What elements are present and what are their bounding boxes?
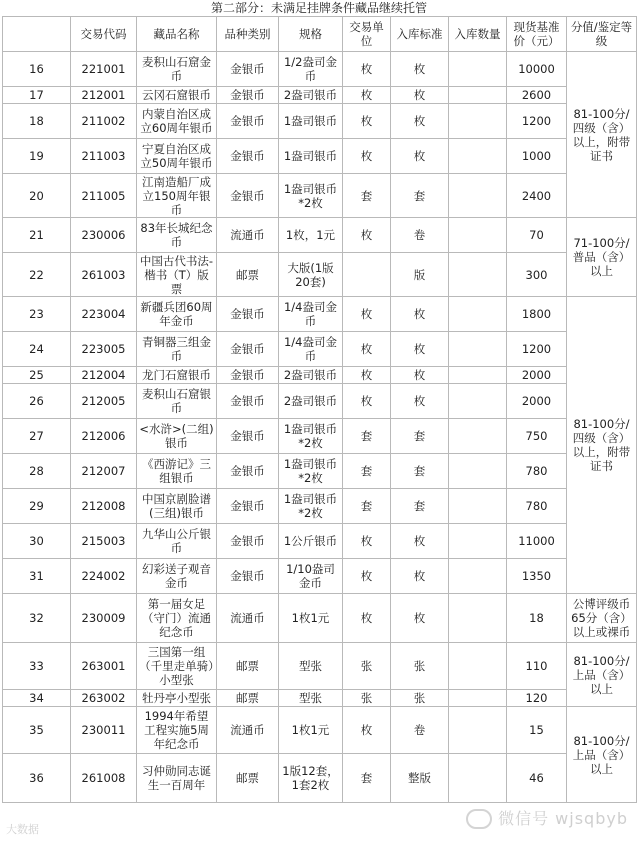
- row-number-cell: 30: [3, 524, 71, 559]
- storage-standard-cell: 枚: [391, 594, 449, 643]
- category-cell: 流通币: [217, 707, 279, 754]
- spec-cell: 1盎司银币*2枚: [279, 419, 343, 454]
- item-name-cell: 宁夏自治区成立50周年银币: [137, 139, 217, 174]
- storage-standard-cell: 套: [391, 489, 449, 524]
- row-number-cell: 33: [3, 643, 71, 690]
- storage-standard-cell: 卷: [391, 218, 449, 253]
- table-row: [3, 139, 637, 174]
- wechat-icon: [466, 809, 492, 829]
- trade-unit-cell: 套: [343, 454, 391, 489]
- trade-unit-cell: 枚: [343, 52, 391, 87]
- trade-code-cell: 224002: [71, 559, 137, 594]
- table-row: [3, 52, 637, 87]
- item-name-cell: 1994年希望工程实施5周年纪念币: [137, 707, 217, 754]
- category-cell: 金银币: [217, 384, 279, 419]
- table-row: [3, 707, 637, 754]
- storage-standard-cell: 枚: [391, 384, 449, 419]
- base-price-cell: 780: [507, 454, 567, 489]
- row-number-cell: 23: [3, 297, 71, 332]
- row-number-cell: 16: [3, 52, 71, 87]
- row-number-cell: 35: [3, 707, 71, 754]
- storage-quantity-cell: [449, 253, 507, 297]
- trade-code-cell: 212004: [71, 367, 137, 384]
- spec-cell: 1/4盎司金币: [279, 297, 343, 332]
- row-number-cell: 20: [3, 174, 71, 218]
- storage-quantity-cell: [449, 174, 507, 218]
- base-price-cell: 110: [507, 643, 567, 690]
- base-price-cell: 1000: [507, 139, 567, 174]
- base-price-cell: 1350: [507, 559, 567, 594]
- row-number-cell: 19: [3, 139, 71, 174]
- header-row: [3, 17, 637, 52]
- row-number-cell: 27: [3, 419, 71, 454]
- trade-unit-cell: 枚: [343, 707, 391, 754]
- spec-cell: 1公斤银币: [279, 524, 343, 559]
- category-cell: 金银币: [217, 419, 279, 454]
- base-price-cell: 1800: [507, 297, 567, 332]
- trade-unit-cell: 套: [343, 174, 391, 218]
- storage-standard-cell: 卷: [391, 707, 449, 754]
- trade-unit-cell: [343, 253, 391, 297]
- storage-quantity-cell: [449, 384, 507, 419]
- category-cell: 邮票: [217, 754, 279, 803]
- base-price-cell: 2000: [507, 367, 567, 384]
- storage-quantity-cell: [449, 559, 507, 594]
- trade-code-cell: 212008: [71, 489, 137, 524]
- table-row: [3, 332, 637, 367]
- row-number-cell: 28: [3, 454, 71, 489]
- storage-standard-cell: 枚: [391, 139, 449, 174]
- trade-unit-cell: 套: [343, 754, 391, 803]
- category-cell: 金银币: [217, 454, 279, 489]
- item-name-cell: 九华山公斤银币: [137, 524, 217, 559]
- item-name-cell: 云冈石窟银币: [137, 87, 217, 104]
- item-name-cell: 中国京剧脸谱(三组)银币: [137, 489, 217, 524]
- category-cell: 金银币: [217, 367, 279, 384]
- storage-quantity-cell: [449, 297, 507, 332]
- item-name-cell: 江南造船厂成立150周年银币: [137, 174, 217, 218]
- base-price-cell: 46: [507, 754, 567, 803]
- trade-unit-cell: 套: [343, 419, 391, 454]
- item-name-cell: 新疆兵团60周年金币: [137, 297, 217, 332]
- category-cell: 邮票: [217, 643, 279, 690]
- item-name-cell: 内蒙自治区成立60周年银币: [137, 104, 217, 139]
- storage-standard-cell: 张: [391, 690, 449, 707]
- col-header: 交易代码: [71, 17, 137, 52]
- storage-quantity-cell: [449, 218, 507, 253]
- storage-standard-cell: 套: [391, 454, 449, 489]
- category-cell: 金银币: [217, 559, 279, 594]
- table-row: [3, 419, 637, 454]
- table-row: [3, 104, 637, 139]
- category-cell: 金银币: [217, 87, 279, 104]
- row-number-cell: 31: [3, 559, 71, 594]
- trade-code-cell: 230009: [71, 594, 137, 643]
- storage-standard-cell: 套: [391, 419, 449, 454]
- trade-code-cell: 211005: [71, 174, 137, 218]
- table-row: [3, 297, 637, 332]
- trade-unit-cell: 套: [343, 489, 391, 524]
- trade-code-cell: 261003: [71, 253, 137, 297]
- col-header: 规格: [279, 17, 343, 52]
- col-header: 现货基准价（元）: [507, 17, 567, 52]
- col-header: 品种类别: [217, 17, 279, 52]
- item-name-cell: 83年长城纪念币: [137, 218, 217, 253]
- spec-cell: 1盎司银币: [279, 104, 343, 139]
- data-table: [2, 16, 637, 803]
- table-row: [3, 253, 637, 297]
- category-cell: 金银币: [217, 139, 279, 174]
- table-row: [3, 489, 637, 524]
- storage-standard-cell: 枚: [391, 87, 449, 104]
- trade-code-cell: 223005: [71, 332, 137, 367]
- base-price-cell: 750: [507, 419, 567, 454]
- category-cell: 金银币: [217, 297, 279, 332]
- storage-standard-cell: 张: [391, 643, 449, 690]
- spec-cell: 1枚，1元: [279, 218, 343, 253]
- row-number-cell: 17: [3, 87, 71, 104]
- row-number-cell: 25: [3, 367, 71, 384]
- base-price-cell: 1200: [507, 104, 567, 139]
- spec-cell: 2盎司银币: [279, 87, 343, 104]
- source-logo: 大数据: [6, 823, 39, 836]
- watermark-text: 微信号 wjsqbyb: [498, 808, 628, 828]
- item-name-cell: 中国古代书法-楷书（T）版票: [137, 253, 217, 297]
- trade-code-cell: 263001: [71, 643, 137, 690]
- trade-unit-cell: 枚: [343, 367, 391, 384]
- table-row: [3, 87, 637, 104]
- category-cell: 金银币: [217, 104, 279, 139]
- base-price-cell: 780: [507, 489, 567, 524]
- row-number-cell: 22: [3, 253, 71, 297]
- storage-quantity-cell: [449, 87, 507, 104]
- storage-standard-cell: 套: [391, 174, 449, 218]
- col-header: 交易单位: [343, 17, 391, 52]
- spec-cell: 2盎司银币: [279, 384, 343, 419]
- item-name-cell: <水浒>(二组)银币: [137, 419, 217, 454]
- category-cell: 邮票: [217, 690, 279, 707]
- storage-quantity-cell: [449, 754, 507, 803]
- table-row: [3, 218, 637, 253]
- trade-unit-cell: 枚: [343, 297, 391, 332]
- trade-code-cell: 212001: [71, 87, 137, 104]
- item-name-cell: 三国第一组（千里走单骑）小型张: [137, 643, 217, 690]
- grade-cell: 81-100分/四级（含）以上，附带证书: [567, 297, 637, 594]
- trade-code-cell: 215003: [71, 524, 137, 559]
- storage-quantity-cell: [449, 690, 507, 707]
- base-price-cell: 70: [507, 218, 567, 253]
- grade-cell: 81-100分/上品（含）以上: [567, 643, 637, 707]
- table-row: [3, 754, 637, 803]
- trade-unit-cell: 枚: [343, 594, 391, 643]
- table-row: [3, 594, 637, 643]
- trade-code-cell: 223004: [71, 297, 137, 332]
- table-row: [3, 384, 637, 419]
- spec-cell: 型张: [279, 643, 343, 690]
- storage-standard-cell: 枚: [391, 104, 449, 139]
- storage-quantity-cell: [449, 524, 507, 559]
- item-name-cell: 龙门石窟银币: [137, 367, 217, 384]
- grade-cell: 71-100分/普品（含）以上: [567, 218, 637, 297]
- base-price-cell: 18: [507, 594, 567, 643]
- spec-cell: 1/4盎司金币: [279, 332, 343, 367]
- table-row: [3, 690, 637, 707]
- storage-quantity-cell: [449, 52, 507, 87]
- base-price-cell: 300: [507, 253, 567, 297]
- category-cell: 邮票: [217, 253, 279, 297]
- storage-standard-cell: 整版: [391, 754, 449, 803]
- col-header: 入库标准: [391, 17, 449, 52]
- item-name-cell: 习仲勋同志诞生一百周年: [137, 754, 217, 803]
- grade-cell: 公博评级币65分（含）以上或裸币: [567, 594, 637, 643]
- table-row: [3, 643, 637, 690]
- base-price-cell: 15: [507, 707, 567, 754]
- storage-quantity-cell: [449, 367, 507, 384]
- storage-standard-cell: 枚: [391, 367, 449, 384]
- spec-cell: 1/10盎司金币: [279, 559, 343, 594]
- item-name-cell: 第一届女足（守门）流通纪念币: [137, 594, 217, 643]
- category-cell: 金银币: [217, 489, 279, 524]
- trade-unit-cell: 张: [343, 690, 391, 707]
- trade-unit-cell: 枚: [343, 559, 391, 594]
- table-row: [3, 367, 637, 384]
- base-price-cell: 2400: [507, 174, 567, 218]
- storage-quantity-cell: [449, 419, 507, 454]
- spec-cell: 1盎司银币: [279, 139, 343, 174]
- row-number-cell: 34: [3, 690, 71, 707]
- row-number-cell: 24: [3, 332, 71, 367]
- spec-cell: 型张: [279, 690, 343, 707]
- col-header: 分值/鉴定等级: [567, 17, 637, 52]
- spec-cell: 1枚1元: [279, 594, 343, 643]
- category-cell: 流通币: [217, 594, 279, 643]
- row-number-cell: 18: [3, 104, 71, 139]
- item-name-cell: 幻彩送子观音金币: [137, 559, 217, 594]
- base-price-cell: 2000: [507, 384, 567, 419]
- item-name-cell: 《西游记》三组银币: [137, 454, 217, 489]
- grade-cell: 81-100分/上品（含）以上: [567, 707, 637, 803]
- base-price-cell: 1200: [507, 332, 567, 367]
- trade-code-cell: 263002: [71, 690, 137, 707]
- spec-cell: 2盎司银币: [279, 367, 343, 384]
- row-number-cell: 26: [3, 384, 71, 419]
- category-cell: 金银币: [217, 524, 279, 559]
- table-row: [3, 524, 637, 559]
- storage-standard-cell: 枚: [391, 559, 449, 594]
- trade-code-cell: 230011: [71, 707, 137, 754]
- category-cell: 金银币: [217, 52, 279, 87]
- storage-quantity-cell: [449, 139, 507, 174]
- base-price-cell: 120: [507, 690, 567, 707]
- storage-standard-cell: 枚: [391, 332, 449, 367]
- spec-cell: 1枚1元: [279, 707, 343, 754]
- trade-code-cell: 211002: [71, 104, 137, 139]
- trade-code-cell: 211003: [71, 139, 137, 174]
- trade-unit-cell: 张: [343, 643, 391, 690]
- spec-cell: 1/2盎司金币: [279, 52, 343, 87]
- trade-code-cell: 261008: [71, 754, 137, 803]
- wechat-watermark: [466, 806, 628, 830]
- grade-cell: 81-100分/四级（含）以上，附带证书: [567, 52, 637, 218]
- trade-code-cell: 230006: [71, 218, 137, 253]
- trade-unit-cell: 枚: [343, 332, 391, 367]
- spec-cell: 大版(1版20套): [279, 253, 343, 297]
- category-cell: 金银币: [217, 174, 279, 218]
- trade-code-cell: 212006: [71, 419, 137, 454]
- table-row: [3, 454, 637, 489]
- spec-cell: 1盎司银币*2枚: [279, 454, 343, 489]
- col-header: 藏品名称: [137, 17, 217, 52]
- item-name-cell: 青铜器三组金币: [137, 332, 217, 367]
- spec-cell: 1盎司银币*2枚: [279, 489, 343, 524]
- trade-code-cell: 221001: [71, 52, 137, 87]
- category-cell: 金银币: [217, 332, 279, 367]
- base-price-cell: 2600: [507, 87, 567, 104]
- storage-quantity-cell: [449, 454, 507, 489]
- trade-unit-cell: 枚: [343, 384, 391, 419]
- item-name-cell: 麦积山石窟金币: [137, 52, 217, 87]
- storage-standard-cell: 枚: [391, 297, 449, 332]
- storage-quantity-cell: [449, 594, 507, 643]
- spec-cell: 1版12套，1套2枚: [279, 754, 343, 803]
- trade-unit-cell: 枚: [343, 524, 391, 559]
- trade-code-cell: 212005: [71, 384, 137, 419]
- storage-standard-cell: 枚: [391, 524, 449, 559]
- row-number-cell: 36: [3, 754, 71, 803]
- base-price-cell: 11000: [507, 524, 567, 559]
- row-number-cell: 29: [3, 489, 71, 524]
- col-header: 入库数量: [449, 17, 507, 52]
- table-row: [3, 174, 637, 218]
- trade-code-cell: 212007: [71, 454, 137, 489]
- spec-cell: 1盎司银币*2枚: [279, 174, 343, 218]
- trade-unit-cell: 枚: [343, 104, 391, 139]
- table-title: 第二部分：未满足挂牌条件藏品继续托管: [210, 1, 427, 15]
- storage-quantity-cell: [449, 707, 507, 754]
- category-cell: 流通币: [217, 218, 279, 253]
- table-row: [3, 559, 637, 594]
- storage-quantity-cell: [449, 643, 507, 690]
- trade-unit-cell: 枚: [343, 218, 391, 253]
- storage-quantity-cell: [449, 332, 507, 367]
- storage-quantity-cell: [449, 489, 507, 524]
- table-body: [3, 52, 637, 803]
- item-name-cell: 牡丹亭小型张: [137, 690, 217, 707]
- base-price-cell: 10000: [507, 52, 567, 87]
- storage-quantity-cell: [449, 104, 507, 139]
- storage-standard-cell: 版: [391, 253, 449, 297]
- trade-unit-cell: 枚: [343, 87, 391, 104]
- item-name-cell: 麦积山石窟银币: [137, 384, 217, 419]
- row-number-cell: 21: [3, 218, 71, 253]
- trade-unit-cell: 枚: [343, 139, 391, 174]
- row-number-cell: 32: [3, 594, 71, 643]
- storage-standard-cell: 枚: [391, 52, 449, 87]
- col-header: [3, 17, 71, 52]
